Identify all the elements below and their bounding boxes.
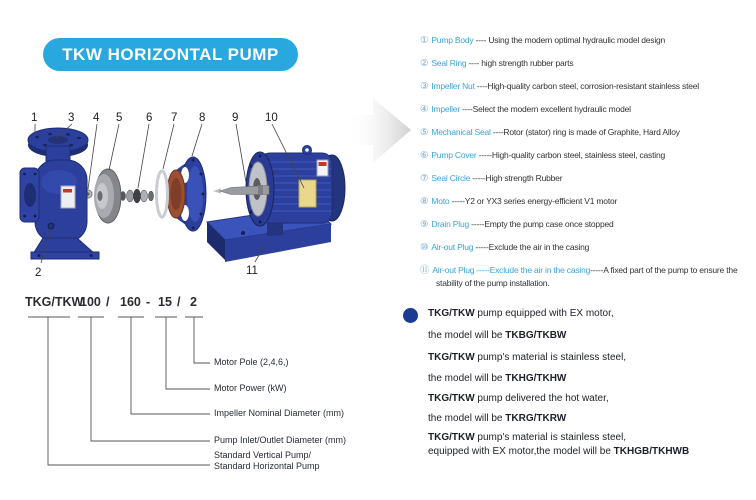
part-name: Impeller [431,104,460,114]
parts-list-item [420,103,756,116]
note-line: TKG/TKW pump's material is stainless steel, [428,432,627,443]
code-token-slash2: / [177,295,181,309]
page-title: TKW HORIZONTAL PUMP [62,44,279,64]
part-description: ---- high strength rubber parts [466,58,574,68]
parts-list-item [420,218,756,231]
callout-1: 1 [31,112,38,124]
drain-plug [48,223,54,229]
title-banner [43,38,298,71]
part-name: Pump Cover [431,150,477,160]
callout-11: 11 [246,265,258,277]
note-line: TKG/TKW pump delivered the hot water, [428,393,609,404]
part-description: ---- Using the modern optimal hydraulic model design [473,35,666,45]
part-name: Moto [431,196,450,206]
note-line: TKG/TKW pump equipped with EX motor, [428,308,614,319]
part-number-icon: ⑪ [420,265,430,276]
pump-body [20,128,99,259]
callout-5: 5 [116,112,123,124]
part-description: -----Exclude the air in the casing [473,242,590,252]
parts-list-item [420,149,756,162]
part-name: Seal Ring [431,58,467,68]
seal-circle-oring [157,171,168,217]
part-description: -----High strength Rubber [470,173,563,183]
code-token-slash1: / [106,295,110,309]
part-name: Mechanical Seal [431,127,491,137]
part-name: Pump Body [431,35,474,45]
part-description: ----High-quality carbon steel, corrosion-resistant stainless steel [474,81,699,91]
model-code-connectors [20,295,365,480]
part-description: -----Empty the pump case once stopped [469,219,614,229]
shaft [213,185,269,195]
label-standard-horizontal: Standard Horizontal Pump [214,461,320,471]
label-motor-power: Motor Power (kW) [214,383,287,393]
part-number-icon: ⑩ [420,242,429,253]
part-name: Impeller Nut [431,81,475,91]
callout-2: 2 [35,267,42,279]
callout-3: 3 [68,112,75,124]
part-number-icon: ⑧ [420,196,429,207]
part-name: Drain Plug [431,219,470,229]
parts-list-item [420,264,756,289]
label-inlet-outlet: Pump Inlet/Outlet Diameter (mm) [214,435,347,445]
part-name: Seal Circle [431,173,471,183]
code-token-impeller: 160 [120,295,141,309]
part-description: ----Rotor (stator) ring is made of Graphite, Hard Alloy [490,127,680,137]
callout-10: 10 [265,112,278,124]
note-line: equipped with EX motor,the model will be TKHGB/TKHWB [428,446,690,457]
mechanical-seal-parts [121,189,154,203]
label-motor-pole: Motor Pole (2,4,6,) [214,357,289,367]
parts-list-item [420,80,756,93]
part-number-icon: ② [420,58,429,69]
callout-8: 8 [199,112,206,124]
callout-7: 7 [171,112,178,124]
part-number-icon: ⑤ [420,127,429,138]
label-standard-vertical: Standard Vertical Pump/ [214,450,312,460]
part-name: Air-out Plug [431,242,474,252]
callout-4: 4 [93,112,100,124]
parts-list-item [420,195,756,208]
part-description: ----Select the modern excellent hydraulic model [459,104,631,114]
part-description: -----High-quality carbon steel, stainless steel, casting [476,150,666,160]
code-token-inlet: 100 [80,295,101,309]
code-token-series: TKG/TKW [25,295,84,309]
parts-list-item [420,172,756,185]
part-number-icon: ④ [420,104,429,115]
note-line: the model will be TKBG/TKBW [428,330,567,341]
part-number-icon: ③ [420,81,429,92]
parts-list-item [420,57,756,70]
motor-nameplate [299,180,316,207]
part-name: Air-out Plug -----Exclude the air in the casing [432,265,591,275]
note-line: TKG/TKW pump's material is stainless steel, [428,352,627,363]
part-number-icon: ⑨ [420,219,429,230]
part-number-icon: ⑥ [420,150,429,161]
parts-list [420,34,756,299]
code-token-power: 15 [158,295,172,309]
bullet-icon [403,308,418,323]
right-arrow-icon [347,98,411,163]
note-line: the model will be TKRG/TKRW [428,413,567,424]
code-token-pole: 2 [190,295,197,309]
parts-list-item [420,241,756,254]
code-token-dash: - [146,295,151,309]
pump-cover [167,157,206,231]
note-line: the model will be TKHG/TKHW [428,373,567,384]
part-description: -----A fixed part of the pump to ensure the stability of the pump installation. [436,265,738,288]
parts-list-item [420,34,756,47]
pump-exploded-diagram [15,90,415,290]
part-number-icon: ⑦ [420,173,429,184]
impeller [94,169,121,223]
model-code-section [20,295,365,480]
parts-list-item [420,126,756,139]
callout-6: 6 [146,112,153,124]
label-impeller-diameter: Impeller Nominal Diameter (mm) [214,408,345,418]
part-description: -----Y2 or YX3 series energy-efficient V1 motor [449,196,618,206]
callout-9: 9 [232,112,239,124]
model-variant-notes [400,303,752,478]
part-number-icon: ① [420,35,429,46]
